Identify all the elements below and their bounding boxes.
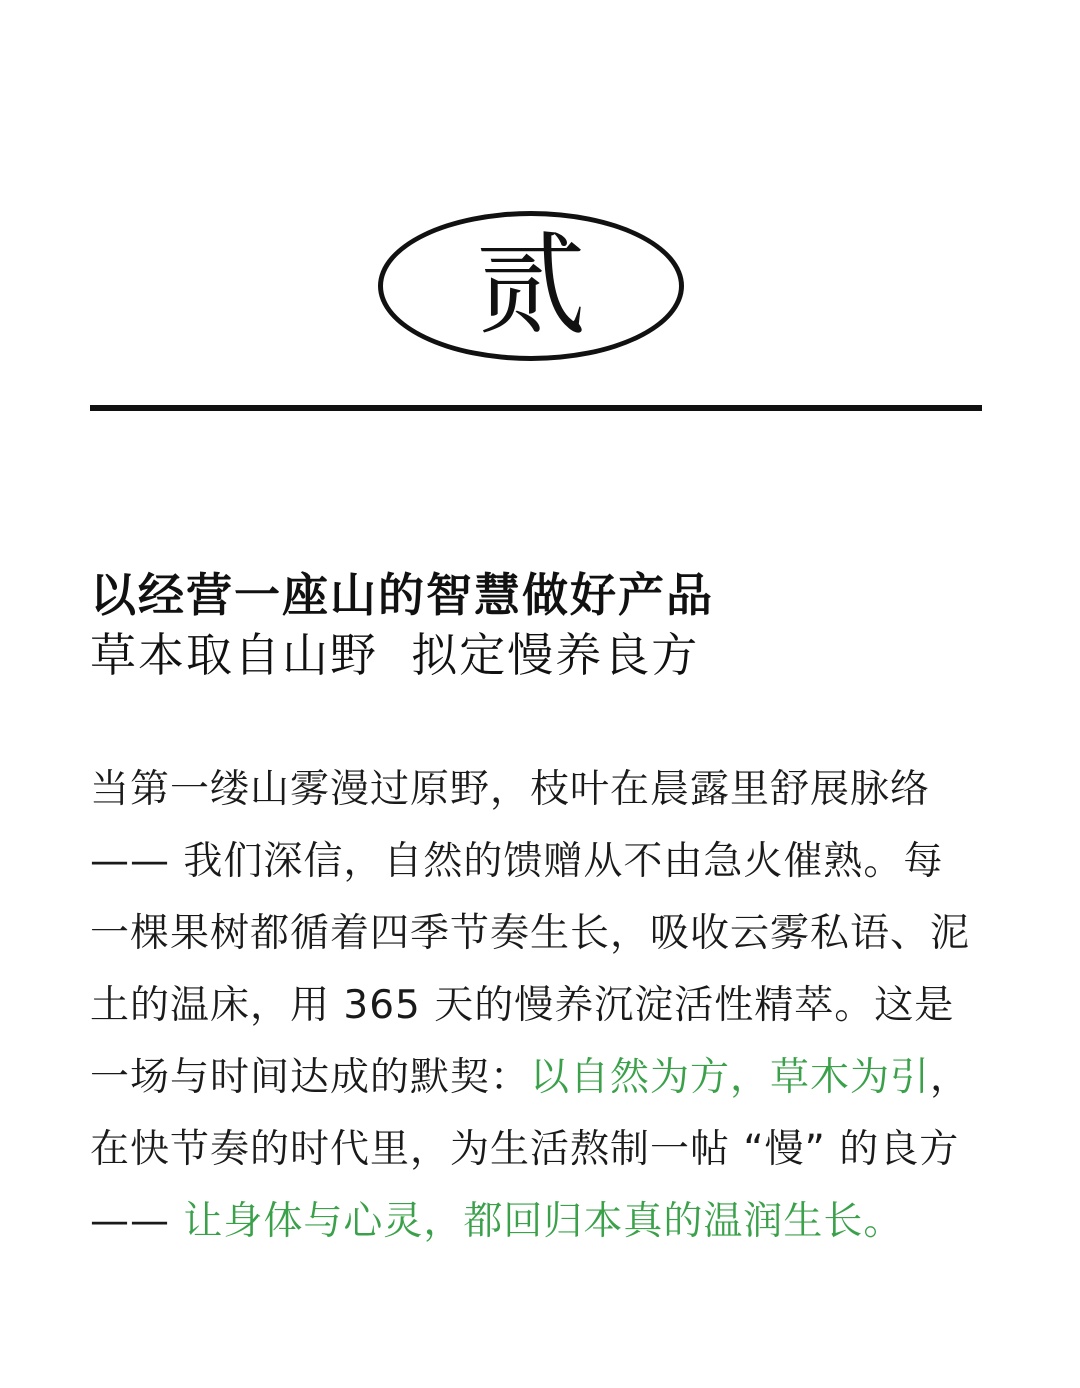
section-title: 以经营一座山的智慧做好产品 xyxy=(90,568,714,622)
divider xyxy=(90,405,982,411)
body-text-part-1: 当第一缕山雾漫过原野，枝叶在晨露里舒展脉络 —— 我们深信，自然的馈赠从不由急火催熟。每一棵果树都循着四季节奏生长，吸收云雾私语、泥土的温床，用 365 天的慢养沉淀活性精萃。这是一场与时间达成的默契： xyxy=(90,767,971,1100)
section-subtitle: 草本取自山野 拟定慢养良方 xyxy=(90,628,700,682)
highlight-text-2: 让身体与心灵，都回归本真的温润生长。 xyxy=(183,1199,904,1244)
body-text-part-2: ，在快节奏的时代里，为生活熬制一帖 “慢” 的良方 —— xyxy=(90,1055,971,1244)
section-number: 贰 xyxy=(476,222,586,350)
highlight-text-1: 以自然为方，草木为引 xyxy=(530,1055,931,1100)
section-number-badge xyxy=(378,211,684,361)
body-paragraph xyxy=(90,754,982,1258)
